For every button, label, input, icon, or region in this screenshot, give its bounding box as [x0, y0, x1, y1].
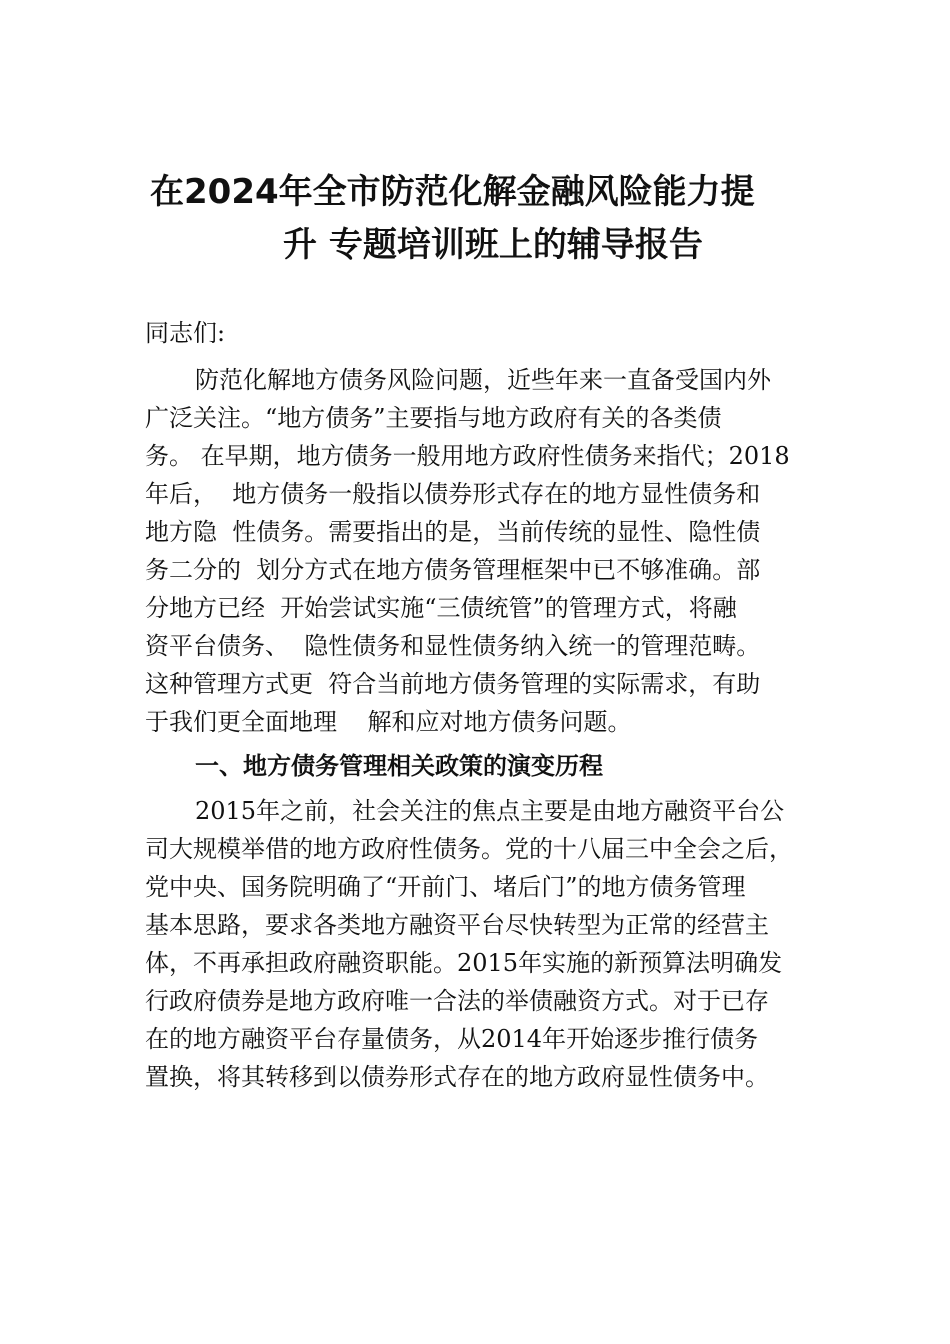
paragraph-line: 在的地方融资平台存量债务，从2014年开始逐步推行债务: [145, 1025, 759, 1053]
document-title-line-1: 在2024年全市防范化解金融风险能力提: [150, 172, 755, 212]
paragraph-line: 务。 在早期，地方债务一般用地方政府性债务来指代；2018: [145, 442, 790, 470]
paragraph-line: 分地方已经 开始尝试实施“三债统管”的管理方式，将融: [145, 594, 737, 622]
paragraph-line: 司大规模举借的地方政府性债务。党的十八届三中全会之后，: [145, 835, 793, 863]
paragraph-line: 基本思路，要求各类地方融资平台尽快转型为正常的经营主: [145, 911, 769, 939]
paragraph-line: 2015年之前，社会关注的焦点主要是由地方融资平台公: [195, 797, 785, 825]
document-title-line-2: 升 专题培训班上的辅导报告: [283, 225, 703, 265]
paragraph-line: 地方隐 性债务。需要指出的是，当前传统的显性、隐性债: [145, 518, 761, 546]
paragraph-line: 行政府债券是地方政府唯一合法的举债融资方式。对于已存: [145, 987, 769, 1015]
paragraph-line: 务二分的 划分方式在地方债务管理框架中已不够准确。部: [145, 556, 761, 584]
paragraph-line: 于我们更全面地理 解和应对地方债务问题。: [145, 708, 632, 736]
paragraph-line: 防范化解地方债务风险问题，近些年来一直备受国内外: [195, 366, 771, 394]
paragraph-line: 广泛关注。“地方债务”主要指与地方政府有关的各类债: [145, 404, 722, 432]
paragraph-line: 年后， 地方债务一般指以债券形式存在的地方显性债务和: [145, 480, 761, 508]
paragraph-line: 体，不再承担政府融资职能。2015年实施的新预算法明确发: [145, 949, 783, 977]
section-heading: 一、地方债务管理相关政策的演变历程: [195, 752, 603, 780]
salutation: 同志们:: [145, 319, 226, 347]
paragraph-line: 党中央、国务院明确了“开前门、堵后门”的地方债务管理: [145, 873, 746, 901]
paragraph-line: 这种管理方式更 符合当前地方债务管理的实际需求，有助: [145, 670, 761, 698]
paragraph-line: 资平台债务、 隐性债务和显性债务纳入统一的管理范畴。: [145, 632, 761, 660]
paragraph-line: 置换，将其转移到以债券形式存在的地方政府显性债务中。: [145, 1063, 769, 1091]
